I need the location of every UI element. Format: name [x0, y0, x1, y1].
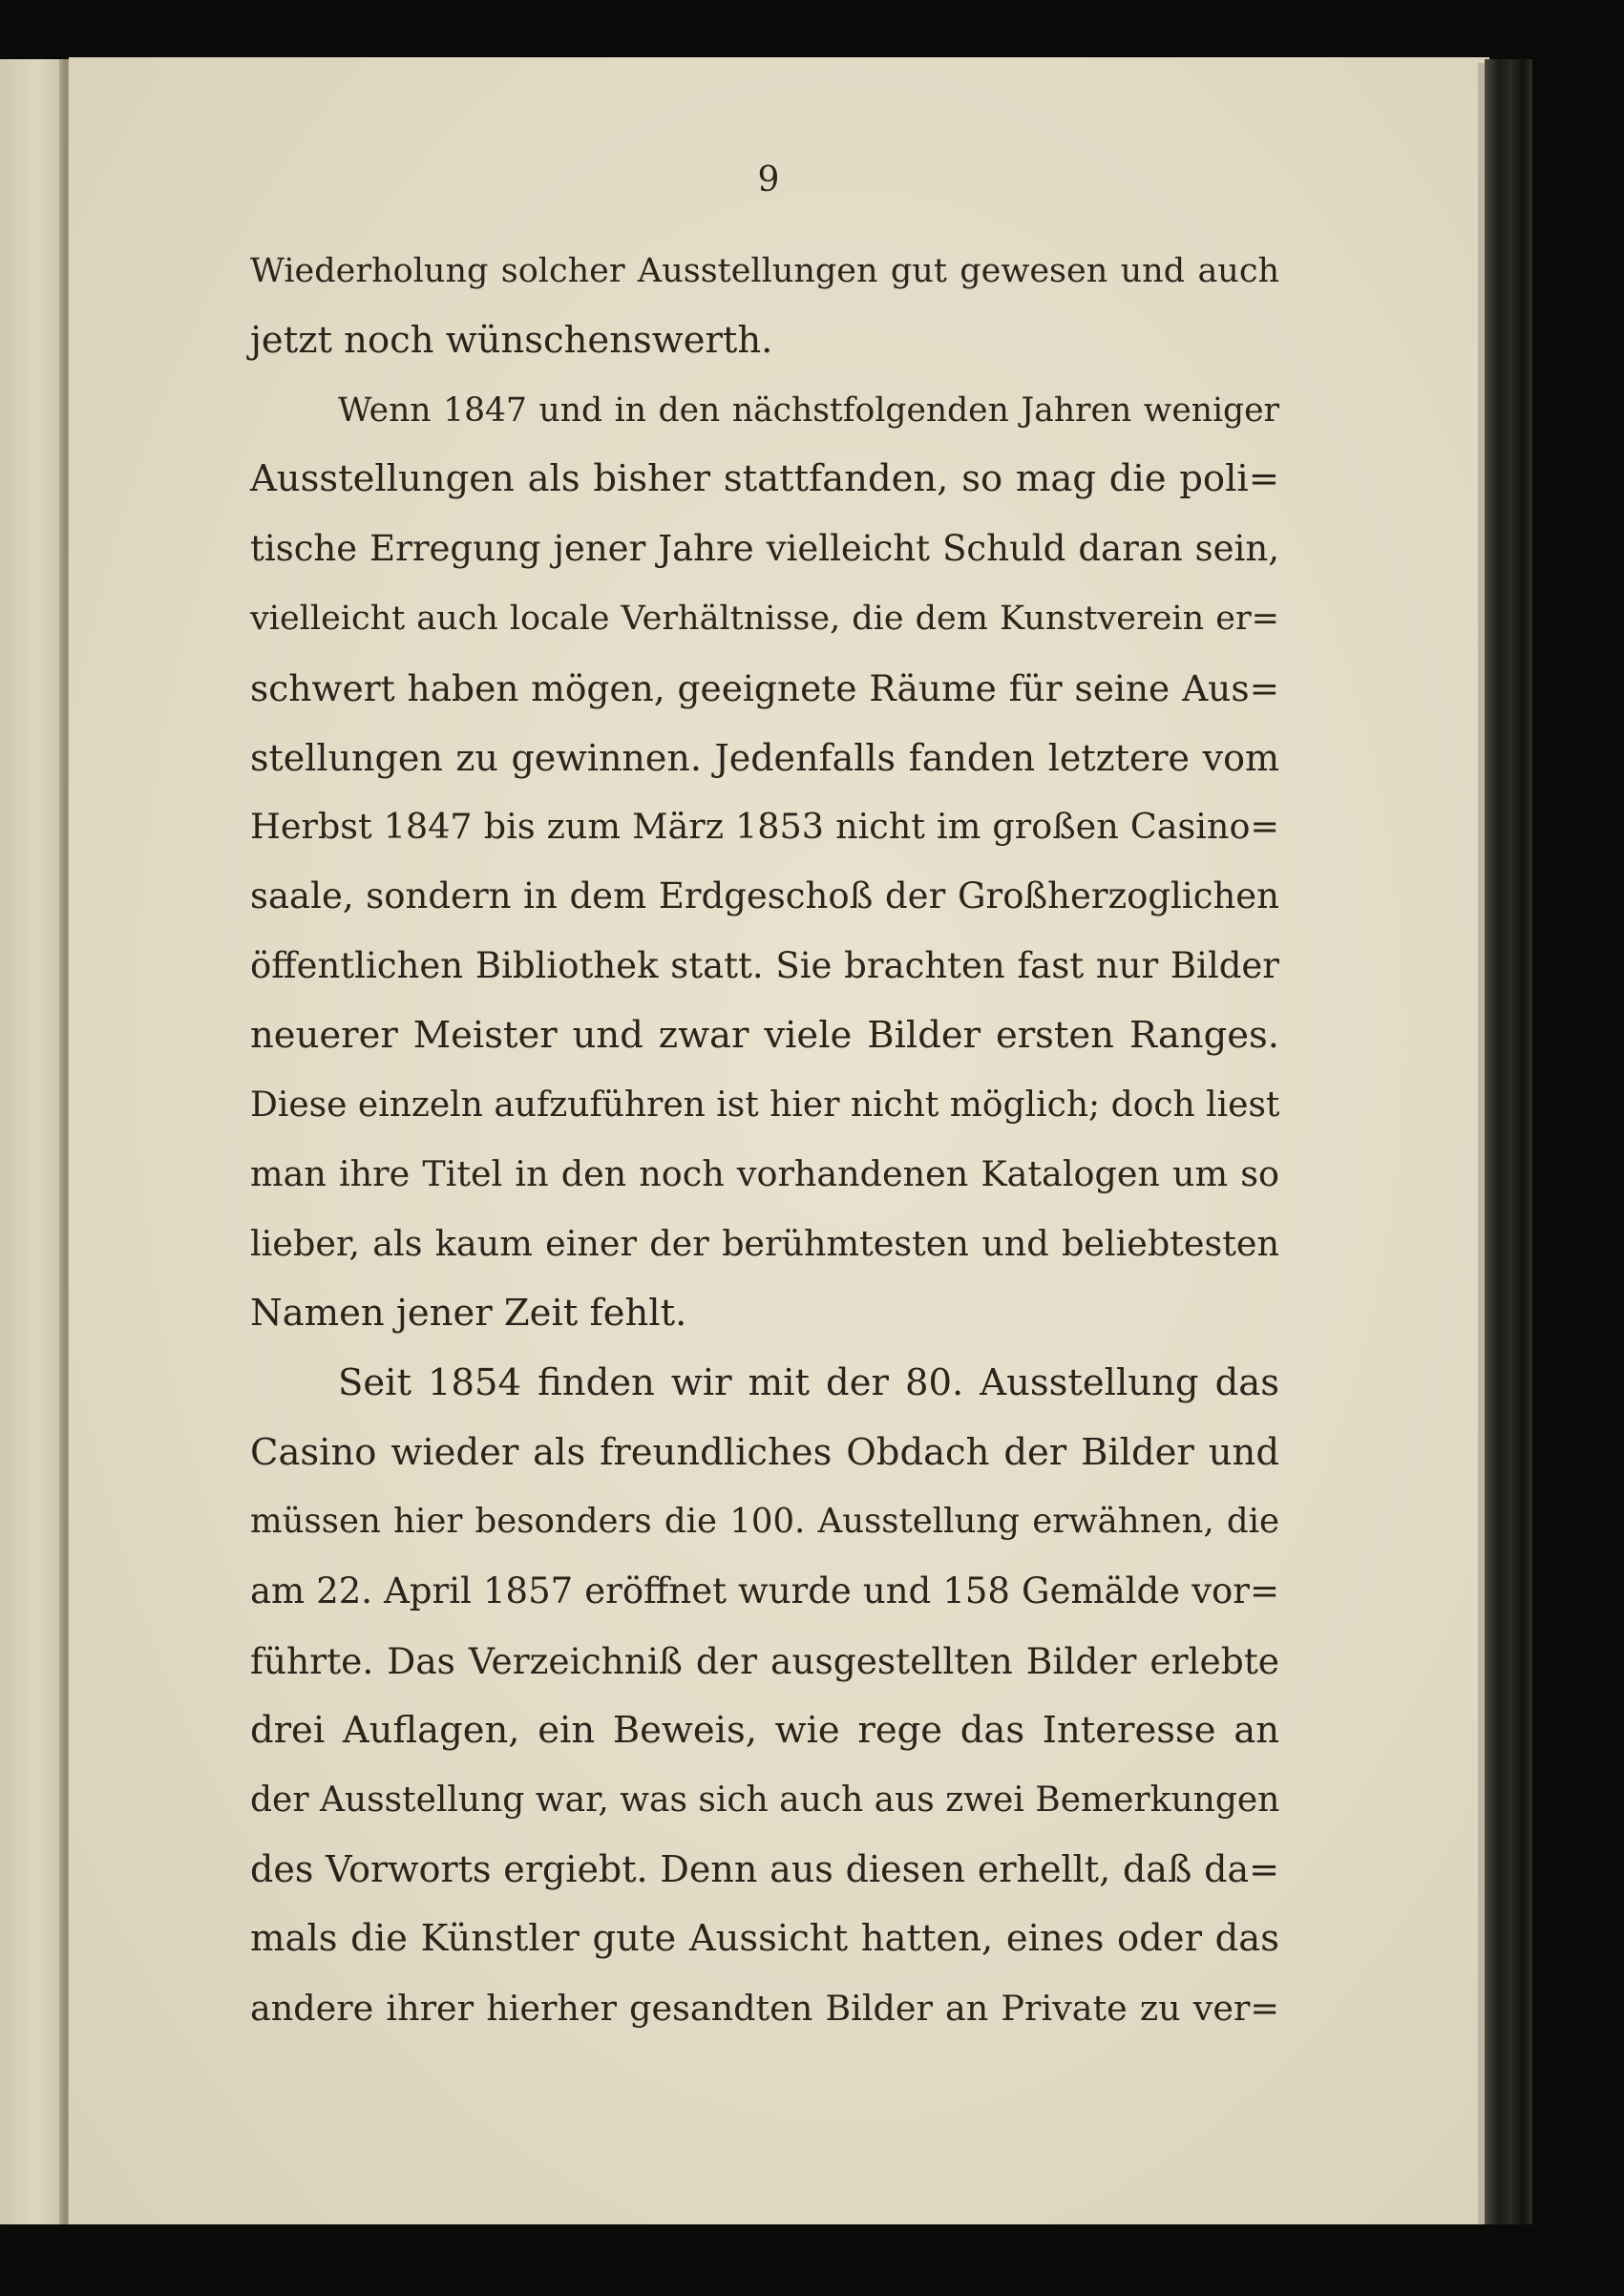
text-line: man ihre Titel in den noch vorhandenen Katalogen um so [250, 1153, 1279, 1195]
text-line: vielleicht auch locale Verhältnisse, die dem Kunstverein er= [250, 599, 1279, 638]
previous-page-edge [0, 59, 67, 2226]
text-line: Herbst 1847 bis zum März 1853 nicht im großen Casino= [250, 806, 1279, 848]
text-line: öffentlichen Bibliothek statt. Sie brachten fast nur Bilder [250, 944, 1279, 986]
text-line: müssen hier besonders die 100. Ausstellung erwähnen, die [250, 1502, 1279, 1542]
text-line: Casino wieder als freundliches Obdach der Bilder und [250, 1430, 1279, 1474]
body-text [250, 237, 1279, 2044]
text-line: andere ihrer hierher gesandten Bilder an Private zu ver= [250, 1987, 1279, 2029]
scan-background [0, 2224, 1624, 2296]
text-line: stellungen zu gewinnen. Jedenfalls fanden letztere vom [250, 736, 1279, 779]
text-line: Ausstellungen als bisher stattfanden, so mag die poli= [250, 457, 1279, 501]
text-line: Namen jener Zeit fehlt. [250, 1291, 687, 1335]
text-line: der Ausstellung war, was sich auch aus zwei Bemerkungen [250, 1780, 1280, 1820]
text-line: schwert haben mögen, geeignete Räume für seine Aus= [250, 666, 1279, 709]
text-line: drei Auflagen, ein Beweis, wie rege das Interesse an [250, 1708, 1279, 1752]
page-number: 9 [757, 160, 780, 200]
text-line: Seit 1854 finden wir mit der 80. Ausstellung das [338, 1360, 1279, 1404]
text-line: führte. Das Verzeichniß der ausgestellten Bilder erlebte [250, 1639, 1279, 1682]
text-line: neuerer Meister und zwar viele Bilder ersten Ranges. [250, 1013, 1279, 1057]
text-line: am 22. April 1857 eröffnet wurde und 158 Gemälde vor= [250, 1570, 1279, 1612]
text-line: lieber, als kaum einer der berühmtesten und beliebtesten [250, 1223, 1279, 1265]
text-line: mals die Künstler gute Aussicht hatten, eines oder das [250, 1917, 1279, 1961]
text-line: tische Erregung jener Jahre vielleicht Schuld daran sein, [250, 528, 1279, 570]
text-line: des Vorworts ergiebt. Denn aus diesen erhellt, daß da= [250, 1848, 1279, 1891]
text-line: Diese einzeln aufzuführen ist hier nicht möglich; doch liest [250, 1085, 1280, 1125]
text-line: saale, sondern in dem Erdgeschoß der Großherzoglichen [250, 875, 1279, 917]
text-line: Wiederholung solcher Ausstellungen gut gewesen und auch [250, 252, 1279, 290]
book-binding-edge [1485, 59, 1532, 2234]
text-line: jetzt noch wünschenswerth. [250, 318, 773, 362]
text-line: Wenn 1847 und in den nächstfolgenden Jahren weniger [338, 390, 1279, 430]
